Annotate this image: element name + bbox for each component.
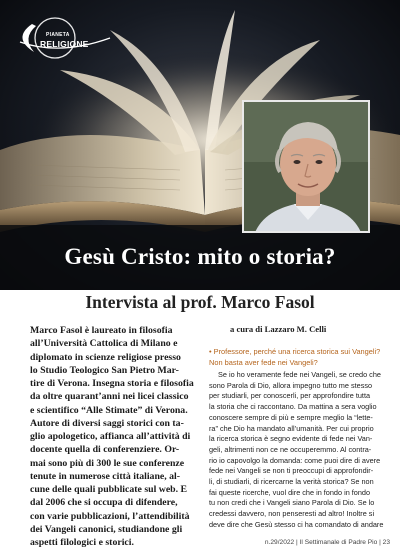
intro-line: dal 2006 che si occupa di difendere, xyxy=(30,497,178,509)
article-byline: a cura di Lazzaro M. Celli xyxy=(230,324,327,334)
answer-line: fai queste ricerche, vuol dire che in fondo in fondo xyxy=(209,487,371,497)
question-line: • Professore, perché una ricerca storica sui Vangeli? xyxy=(209,347,381,356)
intro-line: e scientifico “Alle Stimate” di Verona. xyxy=(30,404,188,416)
answer-line: li, di studiarli, di ricercarne la verità storica? Se non xyxy=(209,477,374,487)
intro-line: all’Università Cattolica di Milano e xyxy=(30,338,178,350)
intro-line: mai sono più di 300 le sue conferenze xyxy=(30,457,185,469)
intro-line: dei Vangeli canonici, studiandone gli xyxy=(30,523,183,535)
intro-line: docente quella di conferenziere. Or- xyxy=(30,444,180,456)
answer-line: per studiarli, per conoscerli, per approfondire tutta xyxy=(209,391,371,401)
question-line: Non basta aver fede nei Vangeli? xyxy=(209,357,318,367)
intro-line: tire di Verona. Insegna storia e filosofia xyxy=(30,378,194,389)
page-footer: n.29/2022 | Il Settimanale di Padre Pio | 23 xyxy=(264,539,390,546)
intro-line: Marco Fasol è laureato in filosofia xyxy=(30,325,173,336)
intro-line: lo Studio Teologico San Pietro Mar- xyxy=(30,364,179,376)
answer-line: tu non credi che i Vangeli siano Parola di Dio. Se lo xyxy=(209,498,375,508)
intro-line: aspetti filologici e storici. xyxy=(30,537,134,548)
intro-line: cune delle quali pubblicate sul web. E xyxy=(30,484,188,495)
answer-line: la ricerca storica è segno evidente di fede nei Van- xyxy=(209,434,373,444)
pianeta-religione-logo xyxy=(10,16,120,66)
intro-line: Autore di diversi saggi storici con ta- xyxy=(30,417,184,429)
intro-line: glio apologetico, affianca all’attività di xyxy=(30,431,191,442)
article-headline: Gesù Cristo: mito o storia? xyxy=(64,244,336,269)
interview-answer xyxy=(209,370,391,531)
answer-line: sono Parola di Dio, allora impegno tutto me stesso xyxy=(209,380,373,390)
logo-big-text: RELIGIONE xyxy=(40,39,89,49)
author-bio-intro xyxy=(30,324,198,549)
answer-line: la storia che ci raccontano. Da mattina a sera voglio xyxy=(209,402,377,412)
answer-line: Se io ho veramente fede nei Vangeli, se credo che xyxy=(218,370,381,379)
intro-line: con varie pubblicazioni, l’attendibilità xyxy=(30,510,190,522)
logo-small-text: PIANETA xyxy=(46,32,70,38)
answer-line: deve dire che Gesù stesso ci ha comandato di andare xyxy=(209,519,384,529)
article-subtitle: Intervista al prof. Marco Fasol xyxy=(85,292,315,312)
intro-line: diplomato in scienze religiose presso xyxy=(30,351,181,363)
author-portrait-photo xyxy=(242,100,370,233)
answer-line: conoscere sempre di più e sempre meglio la “lette- xyxy=(209,412,373,422)
answer-line: fede nei Vangeli se non ti preoccupi di approfondir- xyxy=(209,466,374,476)
intro-line: da oltre quarant’anni nei licei classico xyxy=(30,391,189,403)
answer-line: geli, altrimenti non ce ne occuperemmo. Al contra- xyxy=(209,444,372,454)
intro-line: tenute in numerose città italiane, al- xyxy=(30,470,181,482)
answer-line: ra” che Dio ha mandato all’umanità. Per cui proprio xyxy=(209,423,374,433)
interview-question xyxy=(209,347,391,369)
answer-line: credessi davvero, non penseresti ad altro! Inoltre si xyxy=(209,509,375,519)
answer-line: rio io capovolgo la domanda: come puoi dire di avere xyxy=(209,455,381,465)
